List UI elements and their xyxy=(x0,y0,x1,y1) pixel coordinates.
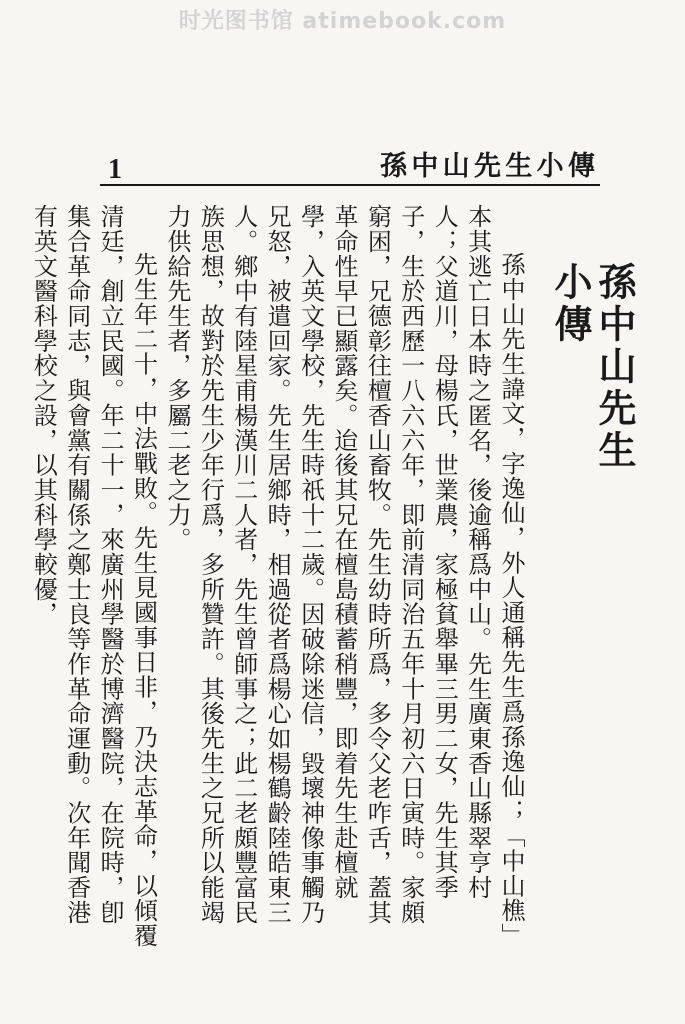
running-header-char: 中 xyxy=(411,150,439,182)
paragraph: 孫中山先生諱文，字逸仙，外人通稱先生爲孫逸仙；「中山樵」本其逃亡日本時之匿名，後逾稱爲中山。先生廣東香山縣翠亨村人；父道川，母楊氏，世業農，家極貧舉畢三男二女，先生其季子，生於西歷一八六六年，即前清同治五年十月初六日寅時。家頗窮困，兄德彰往檀香山畜牧。先生幼時所爲，多令父老咋舌，蓋其革命性早已顯露矣。迨後其兄在檀島積蓄稍豐，即着先生赴檀就學，入英文學校，先生時祇十二歲。因破除迷信，毀壞神像事觸乃兄怒，被遣回家。先生居鄉時，相過從者爲楊心如楊鶴齡陸皓東三人。鄉中有陸星甫楊漢川二人者，先生曾師事之；此二老頗豐富民族思想，故對於先生少年行爲，多所贊許。其後先生之兄所以能竭力供給先生者，多屬二老之力。 xyxy=(162,204,525,948)
running-header-char: 山 xyxy=(442,150,470,182)
running-header-char: 孫 xyxy=(380,150,407,182)
running-header-char: 小 xyxy=(536,150,564,182)
body-text xyxy=(26,204,527,949)
running-header xyxy=(380,146,595,180)
running-header-char: 傳 xyxy=(567,150,595,182)
running-header-char: 生 xyxy=(505,150,533,182)
running-header-char: 先 xyxy=(473,150,501,182)
page-title: 孫中山先生小傳 xyxy=(548,262,637,472)
page-number: 1 xyxy=(108,154,122,185)
header-rule xyxy=(100,184,600,186)
paragraph: 先生年二十，中法戰敗。先生見國事日非，乃決志革命，以傾覆清廷，創立民國。年二十一，來廣州學醫於博濟醫院，在院時，卽集合革命同志，與會黨有關係之鄭士良等作革命運動。次年聞香港有英文醫科學校之設，以其科學較優， xyxy=(29,204,158,948)
watermark: 时光图书馆 atimebook.com xyxy=(178,9,507,34)
